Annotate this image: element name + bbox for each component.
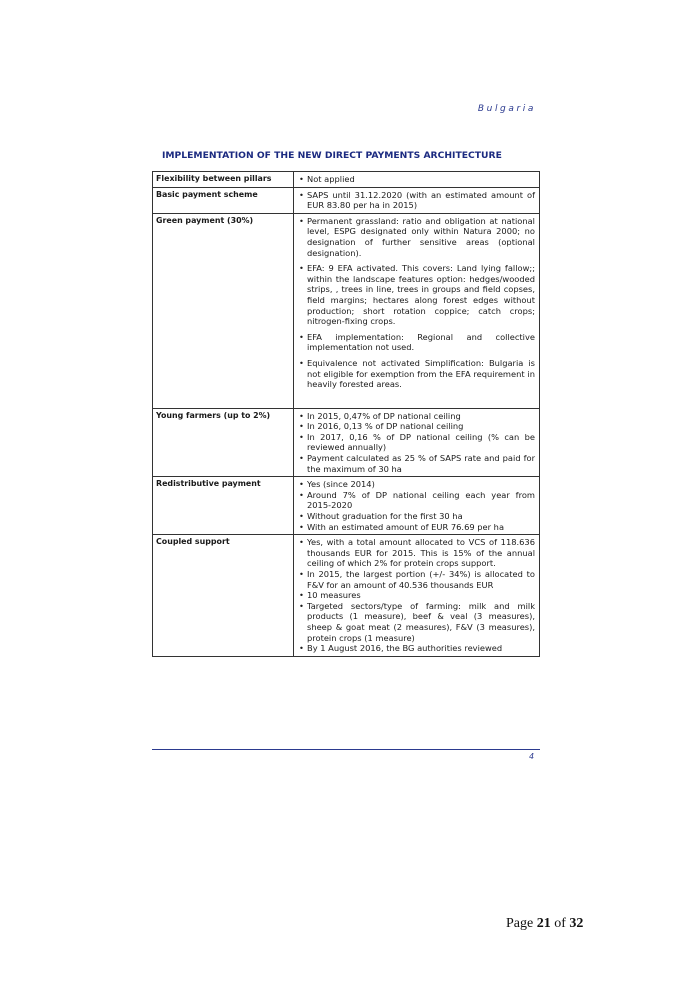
table-row bbox=[153, 213, 540, 408]
row-content bbox=[294, 172, 540, 188]
bullet-item: • 10 measures bbox=[298, 590, 535, 601]
total-pages: 32 bbox=[569, 916, 584, 931]
row-content bbox=[294, 187, 540, 213]
bullet-item: • Not applied bbox=[298, 174, 535, 185]
table-row bbox=[153, 535, 540, 657]
page-footer bbox=[506, 916, 583, 932]
section-title: IMPLEMENTATION OF THE NEW DIRECT PAYMENTS ARCHITECTURE bbox=[162, 150, 502, 161]
bullet-item: • SAPS until 31.12.2020 (with an estimated amount of EUR 83.80 per ha in 2015) bbox=[298, 190, 535, 211]
bullet-item: • In 2015, 0,47% of DP national ceiling bbox=[298, 411, 535, 422]
row-content bbox=[294, 408, 540, 477]
payments-architecture-table bbox=[152, 171, 540, 657]
row-label: Basic payment scheme bbox=[153, 187, 294, 213]
row-content bbox=[294, 477, 540, 535]
row-content bbox=[294, 213, 540, 408]
bullet-item: • In 2016, 0,13 % of DP national ceiling bbox=[298, 421, 535, 432]
bullet-item: • EFA implementation: Regional and collective implementation not used. bbox=[298, 332, 535, 353]
row-content bbox=[294, 535, 540, 657]
bullet-item: • Equivalence not activated Simplification: Bulgaria is not eligible for exemption from the EFA requirement in heavily forested areas. bbox=[298, 358, 535, 390]
bullet-item: • Without graduation for the first 30 ha bbox=[298, 511, 535, 522]
current-page: 21 bbox=[536, 916, 551, 931]
bullet-item: • By 1 August 2016, the BG authorities reviewed bbox=[298, 643, 535, 654]
row-label: Flexibility between pillars bbox=[153, 172, 294, 188]
row-label: Green payment (30%) bbox=[153, 213, 294, 408]
bullet-item: • Payment calculated as 25 % of SAPS rate and paid for the maximum of 30 ha bbox=[298, 453, 535, 474]
bullet-item: • EFA: 9 EFA activated. This covers: Land lying fallow;; within the landscape features option: hedges/wooded strips, , trees in line, trees in groups and field copses, field margins; hectares along forest edges without production; short rotation coppice; catch crops; nitrogen-fixing crops. bbox=[298, 263, 535, 327]
row-label: Coupled support bbox=[153, 535, 294, 657]
bullet-item: • Permanent grassland: ratio and obligation at national level, ESPG designated only within Natura 2000; no designation of further sensitive areas (optional designation). bbox=[298, 216, 535, 258]
footer-divider bbox=[152, 749, 540, 750]
bullet-item: • Yes (since 2014) bbox=[298, 479, 535, 490]
table-row bbox=[153, 187, 540, 213]
bullet-item: • Targeted sectors/type of farming: milk and milk products (1 measure), beef & veal (3 measures), sheep & goat meat (2 measures), F&V (3 measures), protein crops (1 measure) bbox=[298, 601, 535, 643]
table-row bbox=[153, 408, 540, 477]
bullet-item: • Yes, with a total amount allocated to VCS of 118.636 thousands EUR for 2015. This is 15% of the annual ceiling of which 2% for protein crops support. bbox=[298, 537, 535, 569]
bullet-item: • Around 7% of DP national ceiling each year from 2015-2020 bbox=[298, 490, 535, 511]
row-label: Young farmers (up to 2%) bbox=[153, 408, 294, 477]
table-row bbox=[153, 172, 540, 188]
row-label: Redistributive payment bbox=[153, 477, 294, 535]
page-prefix: Page bbox=[506, 916, 534, 931]
of-label: of bbox=[554, 916, 566, 931]
country-header: Bulgaria bbox=[477, 104, 536, 114]
bullet-item: • In 2017, 0,16 % of DP national ceiling (% can be reviewed annually) bbox=[298, 432, 535, 453]
bullet-item: • In 2015, the largest portion (+/- 34%) is allocated to F&V for an amount of 40.536 thousands EUR bbox=[298, 569, 535, 590]
table-row bbox=[153, 477, 540, 535]
bullet-item: • With an estimated amount of EUR 76.69 per ha bbox=[298, 522, 535, 533]
inner-page-number: 4 bbox=[529, 752, 535, 761]
